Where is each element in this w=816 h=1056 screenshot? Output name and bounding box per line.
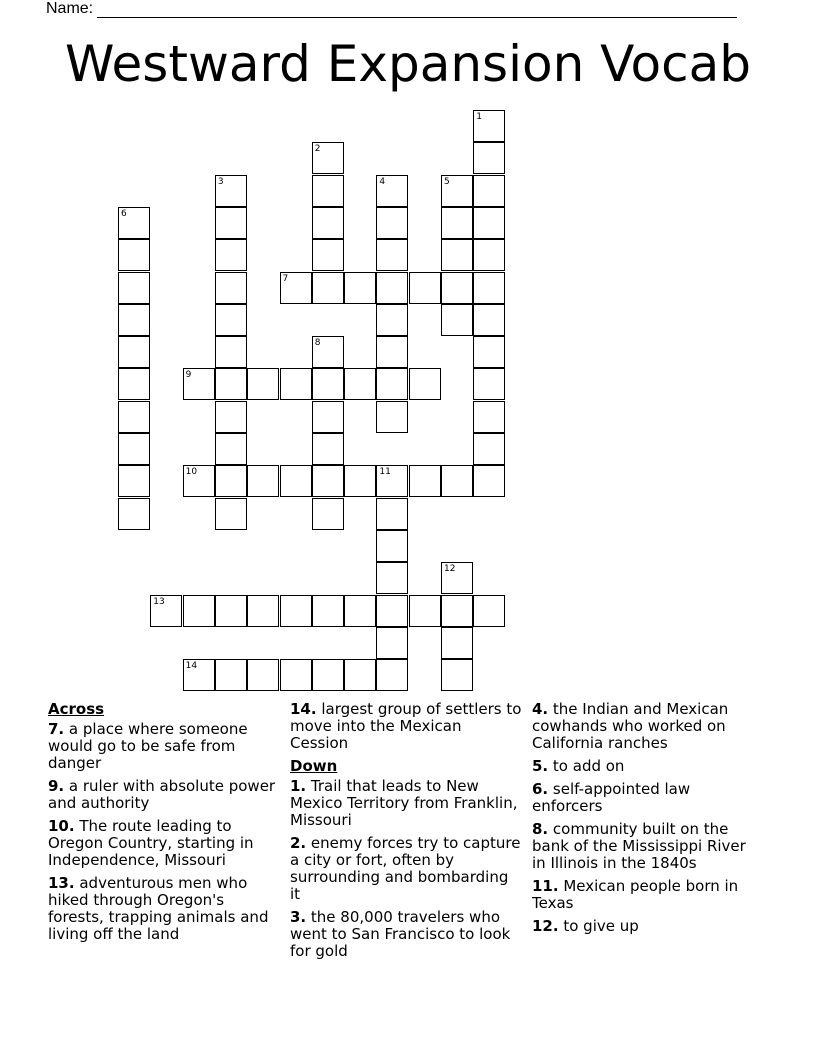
grid-cell[interactable] [312,239,344,271]
clue-text: to add on [552,757,625,775]
clue-down-6 [532,781,764,815]
grid-cell[interactable] [312,401,344,433]
clue-number: 13. [48,874,75,892]
grid-cell[interactable] [312,175,344,207]
grid-cell[interactable] [280,368,312,400]
grid-cell[interactable] [215,368,247,400]
grid-cell[interactable] [247,595,279,627]
grid-cell[interactable] [376,530,408,562]
grid-cell[interactable] [344,595,376,627]
clue-number-label: 5 [444,176,450,187]
grid-cell[interactable] [473,465,505,497]
grid-cell[interactable] [280,659,312,691]
clue-number-label: 2 [314,144,321,155]
clue-across-10 [48,818,280,869]
clue-across-7 [48,721,280,772]
grid-cell[interactable] [376,336,408,368]
grid-cell[interactable] [215,272,247,304]
grid-cell[interactable] [376,498,408,530]
grid-cell[interactable] [280,595,312,627]
grid-cell[interactable] [344,465,376,497]
grid-cell[interactable] [344,659,376,691]
clue-text: a place where someone would go to be safe from danger [48,720,248,772]
clue-number-label: 12 [444,564,456,575]
grid-cell[interactable] [409,368,441,400]
clue-text: the Indian and Mexican cowhands who worked on California ranches [532,700,729,752]
clues-column-3 [532,701,764,941]
grid-cell[interactable] [312,433,344,465]
grid-cell[interactable] [247,368,279,400]
page-title: Westward Expansion Vocab [65,35,751,93]
grid-cell[interactable] [215,304,247,336]
clue-number-label: 10 [185,467,198,478]
grid-cell[interactable] [376,595,408,627]
clue-text: to give up [563,917,639,935]
grid-cell[interactable] [441,627,473,659]
grid-cell[interactable] [118,368,150,400]
grid-cell[interactable] [312,659,344,691]
grid-cell[interactable] [473,304,505,336]
grid-cell[interactable] [473,207,505,239]
grid-cell[interactable] [118,498,150,530]
grid-cell[interactable] [312,272,344,304]
clue-down-2 [290,835,522,903]
clue-down-8 [532,821,764,872]
grid-cell[interactable] [473,401,505,433]
clue-number: 2. [290,834,307,852]
grid-cell[interactable] [473,336,505,368]
grid-cell[interactable] [118,336,150,368]
grid-cell[interactable] [215,595,247,627]
grid-cell[interactable] [312,595,344,627]
clue-across-14 [290,701,522,752]
across-heading: Across [48,700,105,718]
grid-cell[interactable] [473,595,505,627]
grid-cell[interactable] [183,595,215,627]
grid-cell[interactable] [280,465,312,497]
grid-cell[interactable] [376,562,408,594]
clue-text: The route leading to Oregon Country, starting in Independence, Missouri [48,817,254,869]
clue-number-label: 4 [379,176,386,187]
grid-cell[interactable] [409,595,441,627]
clue-across-13 [48,875,280,943]
clue-number: 8. [532,820,549,838]
grid-cell[interactable] [215,336,247,368]
grid-cell[interactable] [441,465,473,497]
grid-cell[interactable] [312,368,344,400]
grid-cell[interactable] [344,368,376,400]
clue-down-5 [532,758,764,775]
grid-cell[interactable] [473,433,505,465]
clue-number: 5. [532,757,549,775]
grid-cell[interactable] [473,272,505,304]
grid-cell[interactable] [441,659,473,691]
clue-down-11 [532,878,764,912]
clue-down-3 [290,909,522,960]
grid-cell[interactable] [376,304,408,336]
clue-number: 1. [290,777,307,795]
grid-cell[interactable] [118,401,150,433]
clue-across-9 [48,778,280,812]
clue-number-label: 11 [379,467,391,478]
grid-cell[interactable] [215,433,247,465]
clue-number-label: 3 [217,176,224,187]
clue-text: Trail that leads to New Mexico Territory from Franklin, Missouri [290,777,518,829]
grid-cell[interactable] [376,368,408,400]
clue-number: 9. [48,777,65,795]
grid-cell[interactable] [441,304,473,336]
grid-cell[interactable] [473,239,505,271]
grid-cell[interactable] [312,465,344,497]
grid-cell[interactable] [344,272,376,304]
grid-cell[interactable] [376,627,408,659]
clue-number: 7. [48,720,65,738]
grid-cell[interactable] [312,207,344,239]
grid-cell[interactable] [118,465,150,497]
grid-cell[interactable] [118,239,150,271]
grid-cell[interactable] [441,207,473,239]
clue-text: community built on the bank of the Mississippi River in Illinois in the 1840s [532,820,746,872]
clue-down-12 [532,918,764,935]
clue-text: the 80,000 travelers who went to San Francisco to look for gold [290,908,511,960]
grid-cell[interactable] [247,659,279,691]
clue-text: enemy forces try to capture a city or fort, often by surrounding and bombarding it [290,834,521,903]
clue-number: 6. [532,780,549,798]
grid-cell[interactable] [473,175,505,207]
grid-cell[interactable] [473,142,505,174]
clue-number-label: 1 [476,112,483,122]
grid-cell[interactable] [376,207,408,239]
grid-cell[interactable] [312,498,344,530]
grid-cell[interactable] [376,401,408,433]
grid-cell[interactable] [441,272,473,304]
grid-cell[interactable] [215,659,247,691]
grid-cell[interactable] [215,498,247,530]
grid-cell[interactable] [215,465,247,497]
down-heading: Down [290,757,338,775]
grid-cell[interactable] [376,659,408,691]
clue-number-label: 13 [153,596,165,607]
grid-cell[interactable] [118,304,150,336]
clue-text: a ruler with absolute power and authority [48,777,276,812]
grid-cell[interactable] [215,207,247,239]
clue-text: Mexican people born in Texas [532,877,739,912]
clue-number-label: 7 [282,273,289,284]
grid-cell[interactable] [473,368,505,400]
grid-cell[interactable] [441,595,473,627]
clue-number: 11. [532,877,559,895]
grid-cell[interactable] [215,401,247,433]
grid-cell[interactable] [441,239,473,271]
grid-cell[interactable] [376,272,408,304]
name-label: Name: [46,0,94,17]
clue-number-label: 6 [121,208,127,219]
grid-cell[interactable] [118,272,150,304]
clue-down-1 [290,778,522,829]
clue-text: largest group of settlers to move into the Mexican Cession [290,700,522,752]
grid-cell[interactable] [409,272,441,304]
clue-number: 4. [532,700,549,718]
clue-text: self-appointed law enforcers [532,780,691,815]
clue-number-label: 8 [314,338,321,349]
clue-number: 10. [48,817,75,835]
grid-cell[interactable] [247,465,279,497]
clue-number: 12. [532,917,559,935]
grid-cell[interactable] [376,239,408,271]
clue-number: 3. [290,908,307,926]
clues-column-1 [48,701,280,949]
clues-column-2 [290,701,522,966]
clue-down-4 [532,701,764,752]
clue-number: 14. [290,700,317,718]
clue-number-label: 9 [185,370,192,381]
grid-cell[interactable] [118,433,150,465]
grid-cell[interactable] [409,465,441,497]
clue-text: adventurous men who hiked through Oregon's forests, trapping animals and living off the land [48,874,269,943]
clue-number-label: 14 [185,661,198,672]
grid-cell[interactable] [215,239,247,271]
